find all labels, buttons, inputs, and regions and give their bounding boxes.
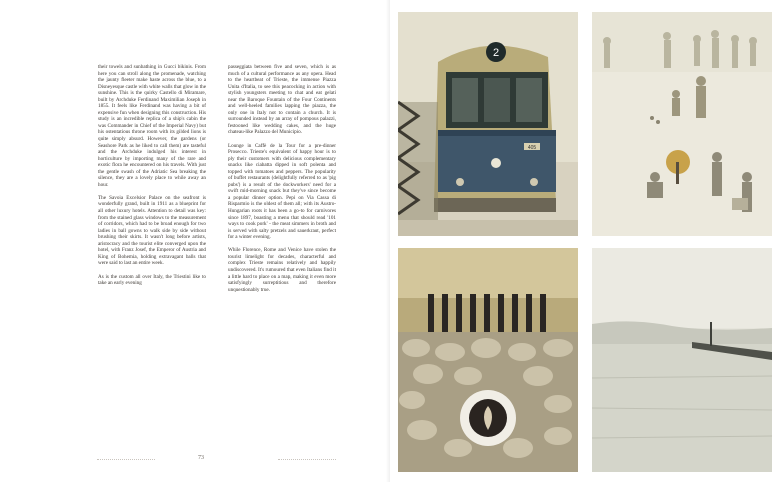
text-column-2 <box>228 64 336 300</box>
column-paragraph: passeggiata between five and seven, which is as much of a cultural performance as any opera. Head to the heartbeat of Trieste, the immense Piazza Unita d'Italia, to see this peacocking in action with stylish youngsters meeting to chat and eat gelati near the Baroque Fountain of the Four Continents and well-heeled families lapping the piazza, the only one in Italy not to contain a church. It is surrounded instead by an array of pompous palazzi, festooned like wedding cakes, and the huge chateau-like Palazzo del Municipio. <box>228 64 336 136</box>
column-paragraph: The Savoia Excelsior Palace on the seafront is wonderfully grand, built in 1911 as a blueprint for all other luxury hotels. Attention to detail was key: from the stained glass windows to the measurement of corridors, which had to be broad enough for two ladies in ball gowns to walk side by side without brushing their skirts. It wasn't long before artists, aristocracy and the tourist elite converged upon the hotel, with Franz Josef, the Emperor of Austria and King of Bohemia, holding extravagant balls that were said to last an entire week. <box>98 194 206 267</box>
pier-sea-illustration <box>592 248 772 472</box>
column-paragraph: Lounge in Caffè de la Tour for a pre-dinner Prosecco. Trieste's equivalent of happy hour is to ply their customers with delicious complementary snacks like ciabatta dipped in soft polenta and topped with tomatoes and peppers. The popularity of buffet restaurants (delightfully referred to as 'pig pubs') is a result of the dockworkers' need for a swift mid-morning snack but they've since become a popular dinner option. Pepi on Via Cassa di Risparmio is the oldest of them all; with its Austro-Hungarian roots it has been a go-to for carnivores since 1897, boasting a menu that should read '101 ways to cook pork' - the meat simmers in broth and is served with salty pretzels and sauerkraut, perfect for a winter evening. <box>228 142 336 241</box>
column-paragraph: their towels and sunbathing in Gucci bikinis. From here you can stroll along the promenade, watching the jaunty fleeter make haste across the blue, to a Disneyesque castle with white walls that glow in the sunshine. This is the quirky Castello di Miramare, built by Archduke Ferdinand Maximilian Joseph in 1855. It feels like Ferdinand was having a bit of expensive fun when designing this construction. His study is an incredible replica of a ship's cabin the was Commander in Chief of the Imperial Navy) but his ostentatious throne room with its gilded lions is quite simply absurd. However, the gardens (or Seashore Park as he liked to call them) are tasteful and the Archduke indulged his interest in horticulture by importing many of the rare and exotic flora he encountered on his travels. With just the gentle swash of the Adriatic Sea breaking the silence, they are a lovely place to while away an hour. <box>98 64 206 188</box>
tram-route-number: 2 <box>492 47 500 59</box>
footer-rule-right <box>278 459 336 460</box>
footer-rule-left <box>97 459 155 460</box>
promenade-illustration <box>592 12 772 236</box>
column-paragraph: While Florence, Rome and Venice have stolen the tourist limelight for decades, characterful and complex Trieste remains relatively and happily undiscovered. It's rumoured that even Italians find it a little hard to place on a map, making it even more satisfyingly surreptitious and therefore unquestionably true. <box>228 247 336 293</box>
page-number: 73 <box>198 455 204 461</box>
column-paragraph: As is the custom all over Italy, the Triestini like to take an early evening <box>98 273 206 287</box>
coffee-cup-illustration <box>398 248 578 472</box>
text-column-1 <box>98 64 206 293</box>
tram-illustration <box>398 12 578 236</box>
tram-fleet-number: 405 <box>527 145 537 151</box>
